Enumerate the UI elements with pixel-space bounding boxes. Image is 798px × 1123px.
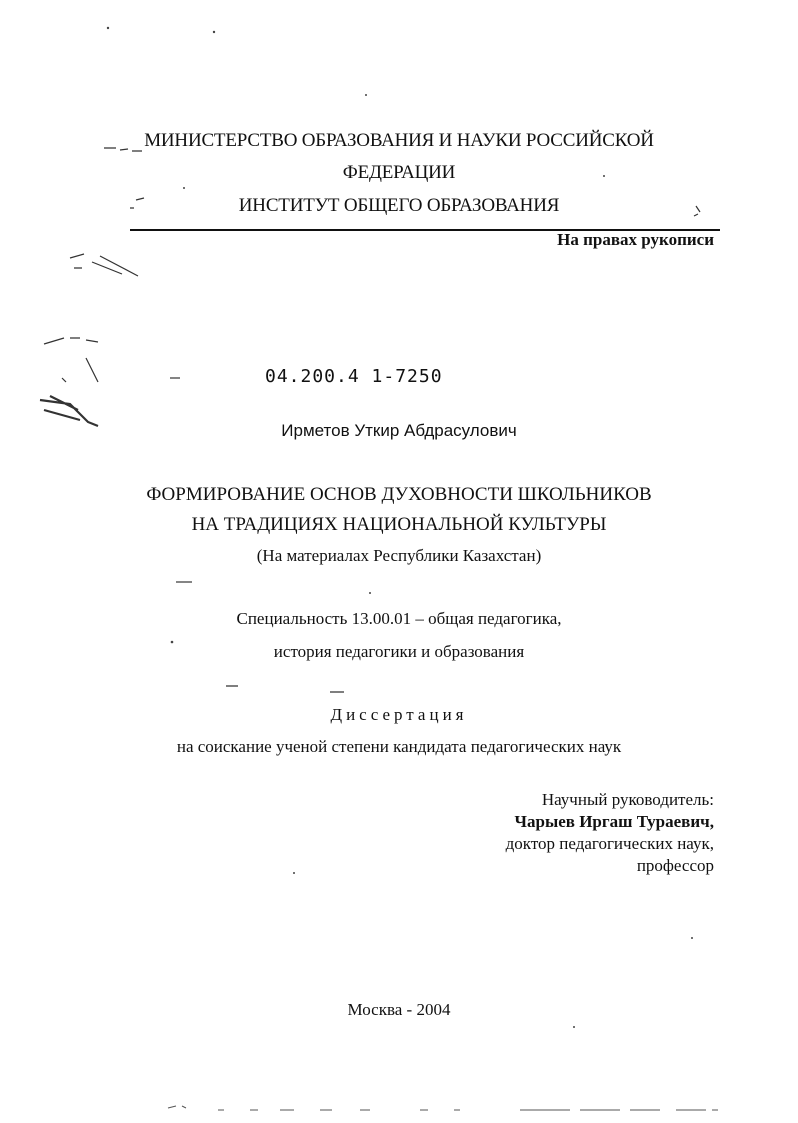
scan-bottom-noise [168,1106,718,1110]
specialty-line2: история педагогики и образования [273,642,525,661]
scan-speck [691,937,693,939]
supervisor-name: Чарыев Иргаш Тураевич, [514,812,714,831]
scan-mark [44,338,98,344]
manuscript-note: На правах рукописи [557,230,714,249]
author-name: Ирметов Уткир Абдрасулович [281,421,517,440]
dissertation-subtitle: (На материалах Республики Казахстан) [256,546,542,565]
scan-speck [213,31,215,33]
specialty-line1: Специальность 13.00.01 – общая педагогика, [236,609,562,628]
scan-mark [70,254,138,276]
ministry-name-line2: ФЕДЕРАЦИИ [342,162,456,183]
scan-mark [226,686,344,692]
ministry-name-line1: МИНИСТЕРСТВО ОБРАЗОВАНИЯ И НАУКИ РОССИЙСКОЙ [144,130,654,151]
supervisor-rank: профессор [636,856,714,875]
scan-speck [107,27,109,29]
registration-number: 04.200.4 1-7250 [265,366,443,387]
dissertation-title-line1: ФОРМИРОВАНИЕ ОСНОВ ДУХОВНОСТИ ШКОЛЬНИКОВ [146,484,652,505]
scan-speck [293,872,295,874]
scan-mark [62,358,98,382]
scan-speck [183,187,185,189]
place-and-year: Москва - 2004 [347,1000,451,1019]
institute-name: ИНСТИТУТ ОБЩЕГО ОБРАЗОВАНИЯ [238,195,560,216]
dissertation-title-line2: НА ТРАДИЦИЯХ НАЦИОНАЛЬНОЙ КУЛЬТУРЫ [191,514,607,535]
work-type-heading: Диссертация [330,705,468,724]
supervisor-degree: доктор педагогических наук, [505,834,714,853]
scan-speck [365,94,367,96]
scan-speck [573,1026,575,1028]
supervisor-label: Научный руководитель: [541,790,714,809]
scan-speck [369,592,371,594]
degree-statement: на соискание ученой степени кандидата педагогических наук [176,737,622,756]
